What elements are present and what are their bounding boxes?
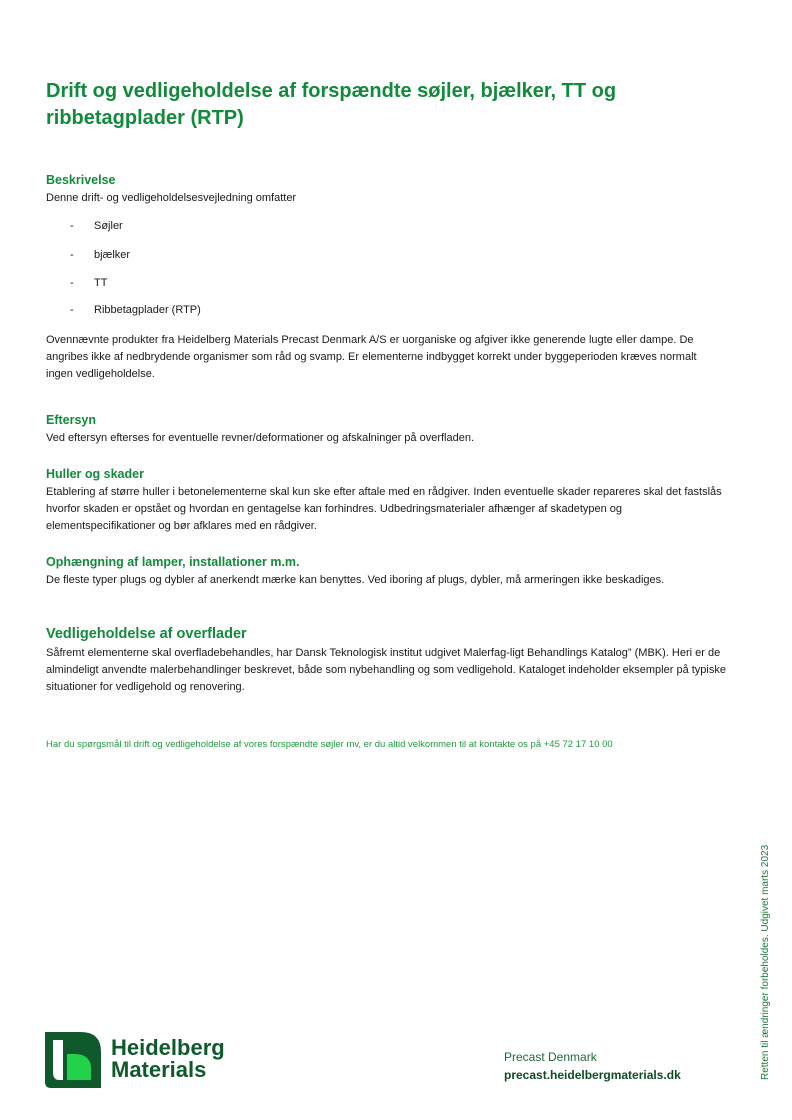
list-item: - bjælker (70, 249, 131, 261)
contact-line: Har du spørgsmål til drift og vedligeholdelse af vores forspændte søjler mv, er du altid velkommen til at kontakte os på +45 72 17 10 00 (46, 739, 613, 750)
eftersyn-body: Ved eftersyn efterses for eventuelle revner/deformationer og afskalninger på overfladen. (46, 432, 475, 444)
footer-website-link[interactable]: precast.heidelbergmaterials.dk (504, 1068, 681, 1082)
document-title: Drift og vedligeholdelse af forspændte søjler, bjælker, TT og ribbetagplader (RTP) (46, 80, 617, 129)
heading-overflader: Vedligeholdelse af overflader (46, 626, 247, 642)
side-note: Retten til ændringer forbeholdes. Udgivet marts 2023 (760, 844, 771, 1080)
logo-wordmark: Heidelberg Materials (111, 1035, 225, 1082)
heading-eftersyn: Eftersyn (46, 413, 97, 427)
list-item: - Søjler (70, 220, 123, 232)
beskrivelse-body: Ovennævnte produkter fra Heidelberg Materials Precast Denmark A/S er uorganiske og afgiver ikke generende lugte eller dampe. De angribes ikke af nedbrydende organismer som råd og svamp. Er elementerne indbygget korrekt under byggeperioden kræves normalt ingen vedligeholdelse. (46, 334, 697, 380)
beskrivelse-intro: Denne drift- og vedligeholdelsesvejledning omfatter (46, 192, 297, 204)
list-item: - TT (70, 277, 108, 289)
heidelberg-logo-icon (45, 1032, 101, 1088)
footer-division: Precast Denmark (504, 1050, 597, 1064)
huller-body: Etablering af større huller i betonelementerne skal kun ske efter aftale med en rådgiver. Inden eventuelle skader repareres skal det fastslås hvorfor skaden er opstået og hvordan en gentagelse kan forhindres. Udbedringsmaterialer afhænger af skadetypen og elementspecifikationer og bør afklares med en rådgiver. (46, 486, 722, 532)
list-item: - Ribbetagplader (RTP) (70, 304, 201, 316)
ophaengning-body: De fleste typer plugs og dybler af anerkendt mærke kan benyttes. Ved iboring af plugs, dybler, må armeringen ikke beskadiges. (46, 574, 665, 586)
heading-beskrivelse: Beskrivelse (46, 173, 116, 187)
heading-huller: Huller og skader (46, 467, 144, 481)
heading-ophaengning: Ophængning af lamper, installationer m.m. (46, 555, 300, 569)
overflader-body: Såfremt elementerne skal overfladebehandles, har Dansk Teknologisk institut udgivet Malerfag-ligt Behandlings Katalog” (MBK). Heri er de almindeligt anvendte malerbehandlinger beskrevet, både som nybehandling og som vedligehold. Kataloget indeholder eksempler på typiske situationer for vedligehold og renovering. (46, 647, 726, 693)
